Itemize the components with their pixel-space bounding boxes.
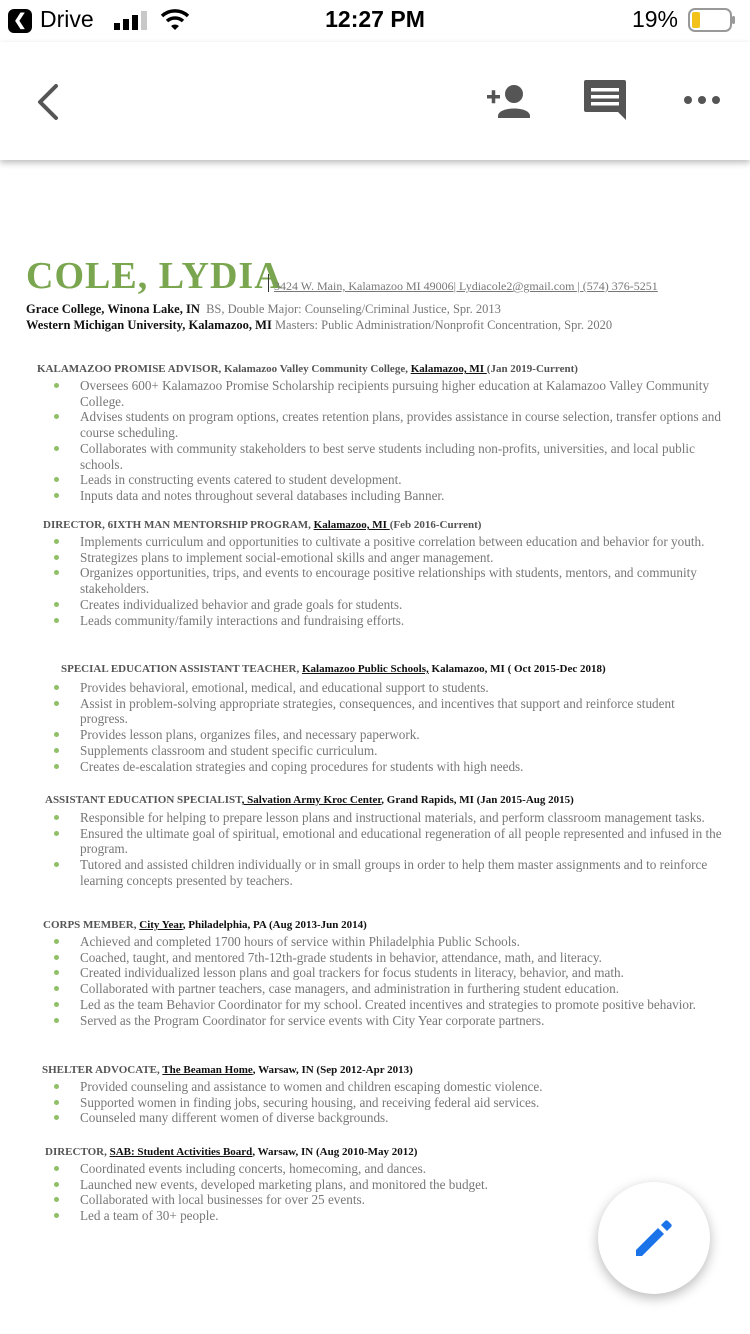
list-item: Coordinated events including concerts, homecoming, and dances. xyxy=(52,1161,724,1177)
job-title xyxy=(61,663,606,675)
job-dates: , Grand Rapids, MI (Jan 2015-Aug 2015) xyxy=(381,794,574,806)
list-item: Supported women in finding jobs, securing housing, and receiving federal aid services. xyxy=(52,1095,724,1111)
job-role: SPECIAL EDUCATION ASSISTANT TEACHER, xyxy=(61,663,302,675)
job-bullets xyxy=(52,810,724,889)
education-school: Western Michigan University, Kalamazoo, MI xyxy=(26,318,272,332)
resume-name: COLE, LYDIA xyxy=(26,255,283,297)
job-dates: (Feb 2016-Current) xyxy=(389,519,482,531)
job-bullets xyxy=(52,680,724,774)
job-title xyxy=(42,1064,413,1076)
list-item: Leads in constructing events catered to student development. xyxy=(52,472,724,488)
job-bullets xyxy=(52,378,724,504)
list-item: Collaborated with local businesses for over 25 events. xyxy=(52,1192,724,1208)
job-org: The Beaman Home xyxy=(162,1064,253,1076)
list-item: Assist in problem-solving appropriate strategies, consequences, and incentives that support and reinforce student progress. xyxy=(52,696,724,727)
add-person-icon[interactable] xyxy=(484,76,536,128)
job-role: ASSISTANT EDUCATION SPECIALIST xyxy=(45,794,242,806)
list-item: Provides lesson plans, organizes files, and necessary paperwork. xyxy=(52,727,724,743)
job-role: CORPS MEMBER, xyxy=(43,919,140,931)
list-item: Responsible for helping to prepare lesson plans and instructional materials, and perform classroom management tasks. xyxy=(52,810,724,826)
job-org: Kalamazoo, MI xyxy=(410,363,487,375)
list-item: Inputs data and notes throughout several databases including Banner. xyxy=(52,488,724,504)
job-bullets xyxy=(52,934,724,1028)
edit-button[interactable] xyxy=(598,1182,710,1294)
comment-icon[interactable] xyxy=(580,76,632,128)
status-bar xyxy=(0,0,750,42)
job-title xyxy=(45,794,574,806)
list-item: Collaborated with partner teachers, case managers, and administration in furthering student education. xyxy=(52,981,724,997)
job-org: Kalamazoo Public Schools, xyxy=(301,663,429,675)
job-org: Kalamazoo, MI xyxy=(313,519,390,531)
list-item: Achieved and completed 1700 hours of service within Philadelphia Public Schools. xyxy=(52,934,724,950)
list-item: Oversees 600+ Kalamazoo Promise Scholarship recipients pursuing higher education at Kalamazoo Valley Community College. xyxy=(52,378,724,409)
job-role: DIRECTOR, 6IXTH MAN MENTORSHIP PROGRAM, xyxy=(43,519,314,531)
list-item: Organizes opportunities, trips, and events to encourage positive relationships with students, mentors, and community stakeholders. xyxy=(52,565,724,596)
more-icon[interactable] xyxy=(676,76,728,128)
list-item: Led as the team Behavior Coordinator for my school. Created incentives and strategies to promote positive behavior. xyxy=(52,997,724,1013)
education-line xyxy=(26,302,501,317)
list-item: Strategizes plans to implement social-emotional skills and anger management. xyxy=(52,550,724,566)
job-role: KALAMAZOO PROMISE ADVISOR, Kalamazoo Valley Community College, xyxy=(37,363,411,375)
job-role: SHELTER ADVOCATE, xyxy=(42,1064,163,1076)
education-school: Grace College, Winona Lake, IN xyxy=(26,302,200,316)
job-org: SAB: Student Activities Board xyxy=(109,1146,253,1158)
list-item: Counseled many different women of diverse backgrounds. xyxy=(52,1110,724,1126)
list-item: Leads community/family interactions and fundraising efforts. xyxy=(52,613,724,629)
list-item: Collaborates with community stakeholders to best serve students including non-profits, universities, and local public schools. xyxy=(52,441,724,472)
list-item: Creates individualized behavior and grade goals for students. xyxy=(52,597,724,613)
job-dates: , Warsaw, IN (Sep 2012-Apr 2013) xyxy=(252,1064,413,1076)
list-item: Implements curriculum and opportunities to cultivate a positive correlation between education and behavior for youth. xyxy=(52,534,724,550)
list-item: Supplements classroom and student specific curriculum. xyxy=(52,743,724,759)
resume-contact: 3424 W. Main, Kalamazoo MI 49006| Lydiacole2@gmail.com | (574) 376-5251 xyxy=(268,274,658,292)
job-title xyxy=(43,919,367,931)
back-arrow-icon[interactable] xyxy=(22,76,74,128)
job-title xyxy=(37,363,578,375)
job-bullets xyxy=(52,1079,724,1126)
job-title xyxy=(45,1146,417,1158)
list-item: Created individualized lesson plans and goal trackers for focus students in literacy, behavior, and math. xyxy=(52,965,724,981)
battery-percent: 19% xyxy=(631,6,678,32)
job-dates: (Jan 2019-Current) xyxy=(486,363,578,375)
list-item: Creates de-escalation strategies and coping procedures for students with high needs. xyxy=(52,759,724,775)
list-item: Coached, taught, and mentored 7th-12th-grade students in behavior, attendance, math, and literacy. xyxy=(52,950,724,966)
list-item: Tutored and assisted children individually or in small groups in order to help them master assignments and to reinforce learning concepts presented by teachers. xyxy=(52,857,724,888)
job-dates: Kalamazoo, MI ( Oct 2015-Dec 2018) xyxy=(428,663,606,675)
education-detail: Masters: Public Administration/Nonprofit Concentration, Spr. 2020 xyxy=(274,318,613,332)
list-item: Launched new events, developed marketing plans, and monitored the budget. xyxy=(52,1177,724,1193)
education-detail: BS, Double Major: Counseling/Criminal Justice, Spr. 2013 xyxy=(206,302,501,316)
job-dates: , Warsaw, IN (Aug 2010-May 2012) xyxy=(252,1146,418,1158)
job-org: , Salvation Army Kroc Center xyxy=(241,794,382,806)
clock: 12:27 PM xyxy=(325,6,425,32)
list-item: Provides behavioral, emotional, medical, and educational support to students. xyxy=(52,680,724,696)
app-bar xyxy=(0,42,750,160)
edit-pencil-icon xyxy=(632,1216,676,1260)
list-item: Ensured the ultimate goal of spiritual, emotional and educational regeneration of all people represented and infused in the program. xyxy=(52,826,724,857)
job-org: City Year xyxy=(139,919,183,931)
job-title xyxy=(43,519,481,531)
list-item: Provided counseling and assistance to women and children escaping domestic violence. xyxy=(52,1079,724,1095)
job-role: DIRECTOR, xyxy=(45,1146,110,1158)
document-preview[interactable] xyxy=(0,160,750,1334)
list-item: Served as the Program Coordinator for service events with City Year corporate partners. xyxy=(52,1013,724,1029)
list-item: Advises students on program options, creates retention plans, provides assistance in course selection, transfer options and course scheduling. xyxy=(52,409,724,440)
job-dates: , Philadelphia, PA (Aug 2013-Jun 2014) xyxy=(182,919,367,931)
job-bullets xyxy=(52,534,724,628)
battery-icon xyxy=(688,8,736,32)
back-to-app-label[interactable]: Drive xyxy=(40,6,94,32)
back-to-app-icon[interactable]: ❮ xyxy=(8,9,32,33)
education-line xyxy=(26,318,612,333)
list-item: Led a team of 30+ people. xyxy=(52,1208,724,1224)
